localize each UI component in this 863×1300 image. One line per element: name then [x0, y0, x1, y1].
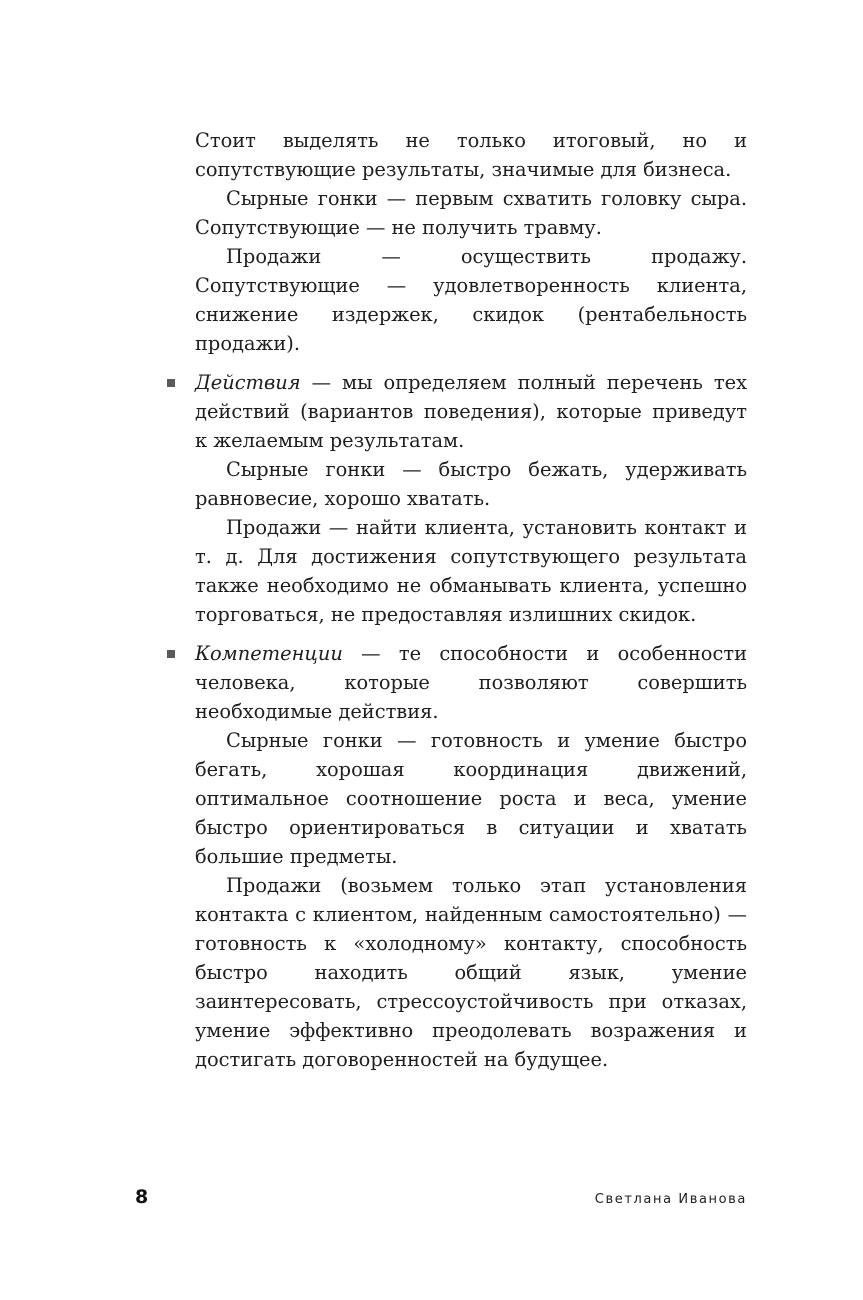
square-bullet-icon: [167, 650, 175, 658]
intro-sales-example: Продажи — осуществить продажу. Сопутствующие — удовлетворенность клиента, снижение издержек, скидок (рентабельность продажи).: [195, 245, 747, 355]
square-bullet-icon: [167, 379, 175, 387]
competencies-cheese-example: Сырные гонки — готовность и умение быстро бегать, хорошая координация движений, оптимальное соотношение роста и веса, умение быстро ориентироваться в ситуации и хватать большие предметы.: [195, 729, 747, 868]
list-item-actions: [195, 368, 747, 629]
running-footer-author: Светлана Иванова: [594, 1192, 747, 1207]
competencies-definition: — те способности и особенности человека, которые позволяют совершить необходимые действия.: [195, 642, 747, 723]
body-text: [195, 126, 747, 1074]
list-item-competencies: [195, 639, 747, 1074]
actions-sales-example: Продажи — найти клиента, установить контакт и т. д. Для достижения сопутствующего результата также необходимо не обманывать клиента, успешно торговаться, не предоставляя излишних скидок.: [195, 516, 747, 626]
actions-definition: — мы определяем полный перечень тех действий (вариантов поведения), которые приведут к желаемым результатам.: [195, 371, 747, 452]
competencies-sales-example: Продажи (возьмем только этап установления контакта с клиентом, найденным самостоятельно) — готовность к «холодному» контакту, способность быстро находить общий язык, умение заинтересовать, стрессоустойчивость при отказах, умение эффективно преодолевать возражения и достигать договоренностей на будущее.: [195, 874, 747, 1071]
competencies-definition-paragraph: [195, 639, 747, 726]
actions-cheese-example: Сырные гонки — быстро бежать, удерживать равновесие, хорошо хватать.: [195, 458, 747, 510]
page-number: 8: [135, 1186, 149, 1208]
actions-definition-paragraph: [195, 368, 747, 455]
intro-cheese-example: Сырные гонки — первым схватить головку сыра. Сопутствующие — не получить травму.: [195, 187, 747, 239]
intro-lead-paragraph: Стоит выделять не только итоговый, но и сопутствующие результаты, значимые для бизнеса.: [195, 129, 747, 181]
actions-term: Действия: [195, 371, 301, 394]
competencies-term: Компетенции: [195, 642, 343, 665]
